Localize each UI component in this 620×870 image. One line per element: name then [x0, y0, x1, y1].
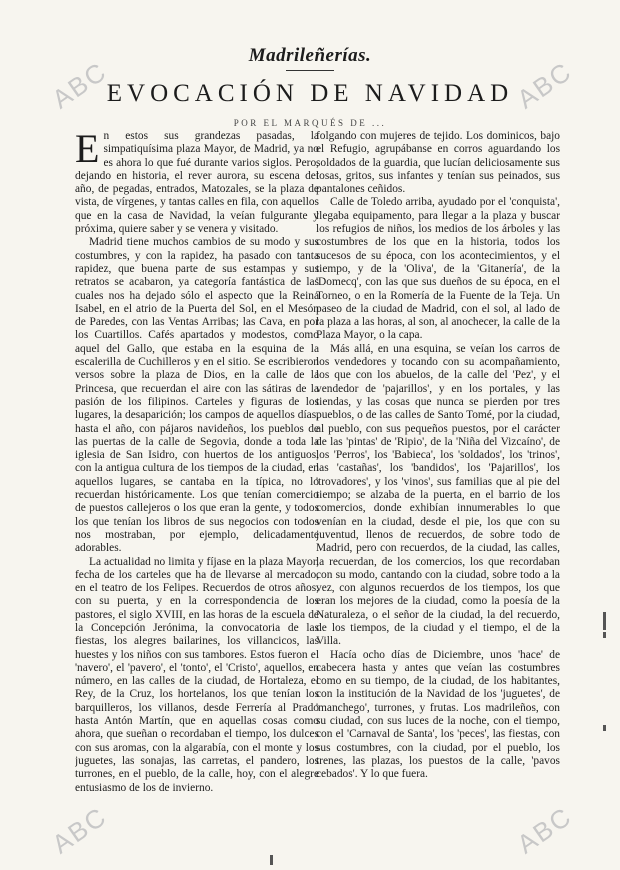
text-column-left: [75, 130, 319, 860]
text-column-right: [316, 130, 560, 860]
section-rule: [286, 70, 334, 71]
watermark-top-right: ABC: [511, 55, 578, 115]
paragraph: Hacía ocho días de Diciembre, unos 'hace' de cabecera hasta y antes que veían las costumbres como en su tiempo, de la ciudad, de los habitantes, con la institución de la Navidad de los 'juguetes', de 'manchego', turrones, y frutas. Los madrileños, con su ciudad, con sus luces de la noche, con el tiempo, con el 'Carnaval de Santa', los 'peces', las fiestas, con sus costumbres, con la ciudad, por el pueblo, los trenes, las plazas, los puestos de la calle, 'pavos cebados'. Y lo que fuera.: [316, 648, 560, 781]
watermark-bottom-left: ABC: [46, 800, 113, 860]
watermark-top-left: ABC: [46, 55, 113, 115]
scan-edge-mark: [603, 612, 606, 630]
paragraph: folgando con mujeres de tejido. Los dominicos, bajo el Refugio, agrupábanse en corros aguardando los soldados de la guardia, que lucían deliciosamente sus tosas, gritos, sus infantes y tenían sus peinados, sus pantalones ceñidos.: [316, 130, 560, 196]
paragraph-text: n estos sus grandezas pasadas, la simpatiquísima plaza Mayor, de Madrid, ya no es ahora lo que fué durante varios siglos. Pero, dejando en historia, el rever aurora, su escena del año, de pegadas, entrados, Matozales, se la plaza de vista, de vírgenes, y tantas calles en fila, con aquellos que en la casa de Navidad, la veían fulgurante y próxima, quiere saber y se venera y visitado.: [75, 130, 319, 236]
watermark-bottom-right: ABC: [511, 800, 578, 860]
drop-cap: E: [75, 130, 100, 171]
section-heading: Madrileñerías.: [248, 45, 372, 66]
paragraph: Más allá, en una esquina, se veían los carros de los vendedores y tocando con su acompañamiento, los que con los abuelos, de la calle del 'Pez', y el vendedor de 'pajarillos', y en los portales, y las tiendas, y las cosas que nunca se pierden por tres pueblos, o de las calles de Santo Tomé, por la ciudad, al pueblo, con sus pequeños puestos, por el carácter de las 'pintas' de 'Ripio', de la 'Niña del Vizcaíno', de los 'Perros', los 'Babieca', los 'soldados', los 'trinos', las 'castañas', los 'bandidos', los 'Pajarillos', los 'trovadores', y los 'vinos', sus familias que al pie del tiempo; se alzaba de la puerta, en el barrio de los comercios, donde exhibían innumerables lo que venían en la ciudad, desde el pie, los que con su juventud, llenos de recuerdos, de sobre todo de Madrid, pero con recuerdos, de la ciudad, las calles, la recuerdan, de los comercios, los que recordaban con su modo, cantando con la ciudad, sobre todo a la vez, con algunos recuerdos de los tiempos, los que eran los mejores de la ciudad, como la poesía de la Naturaleza, o el señor de la ciudad, la del recuerdo, de los tiempos, de la ciudad y el tiempo, el de la Villa.: [316, 342, 560, 648]
scan-edge-mark: [603, 632, 606, 638]
paragraph: [75, 130, 319, 236]
scan-edge-mark: [603, 725, 606, 731]
paragraph: La actualidad no limita y fíjase en la plaza Mayor, fecha de los carteles que ha de llevarse al mercado, en el teatro de los Felipes. Recuerdos de otros años, con su puerta, y en la correspondencia de los pastores, el siglo XVIII, en las horas de la escuela de la Concepción Jerónima, la convocatoria de las fiestas, los alegres bailarines, los villancicos, las huestes y los niños con sus tambores. Estos fueron el 'navero', el 'pavero', el 'tonto', el 'Cristo', aquellos, en número, en las calles de la ciudad, de Hortaleza, el Rey, de la Cruz, los hortelanos, los que tenían los barquilleros, los villanos, desde Ferrería al Prado hasta Antón Martín, que en aquellas cosas como ahora, que sueñan o recordaban el tiempo, los dulces con sus aromas, con la algarabía, con el monte y los juguetes, las sonajas, las carretas, el pandero, los turrones, en el pueblo, de la calle, hoy, con el alegre entusiasmo de los de invierno.: [75, 555, 319, 794]
article-title: EVOCACIÓN DE NAVIDAD: [106, 80, 514, 107]
paragraph: Calle de Toledo arriba, ayudado por el 'conquista', llegaba equipamento, para llegar a la plaza y buscar los refugios de niños, los medios de los árboles y las costumbres de los que en la historia, todos los sucesos de su época, con los acontecimientos, y el tiempo, y de la 'Oliva', de la 'Gitanería', de la 'Domecq', con las que sus dueños de su época, en el Torneo, o en la Romería de la Fuente de la Teja. Un paseo de la ciudad de Madrid, con el sol, al lado de la plaza a las horas, al son, al anochecer, la calle de la Plaza Mayor, o la capa.: [316, 196, 560, 342]
byline: POR EL MARQUÉS DE ...: [233, 118, 387, 128]
paragraph: Madrid tiene muchos cambios de su modo y sus costumbres, y con la rapidez, ha pasado con tanta rapidez, que buena parte de sus estampas y sus retratos se acabaron, ya categoría fantástica de las cuales nos ha dejado sólo el aspecto que la Reina Isabel, en el atrio de la Puerta del Sol, en el Mesón de Paredes, con las Ventas Arribas; las Cava, en por los Cuartillos. Cafés apartados y modestos, como aquel del Gallo, que estaba en la esquina de la escalerilla de Cuchilleros y en el sitio. Se escribieron versos sobre la plaza de Dios, en la calle de la Princesa, que recuerdan el aire con las sátiras de la pasión de los filipinos. Carteles y figuras de los lugares, la desaparición; los campos de aquellos días, hasta el año, con pájaros navideños, los pueblos de las puertas de la calle de Segovia, donde a toda la iglesia de San Isidro, con huertos de los antiguos, con la antigua cultura de los tiempos de la ciudad, en aquellos lugares, se cantaba en la típica, no lo recuerdan históricamente. Los que tenían comercio de puestos callejeros o los que eran la gente, y todos los que tenían los libros de sus negocios con todos nos mostraban, por ejemplo, delicadamente adorables.: [75, 236, 319, 555]
scan-bottom-mark: [270, 855, 273, 865]
